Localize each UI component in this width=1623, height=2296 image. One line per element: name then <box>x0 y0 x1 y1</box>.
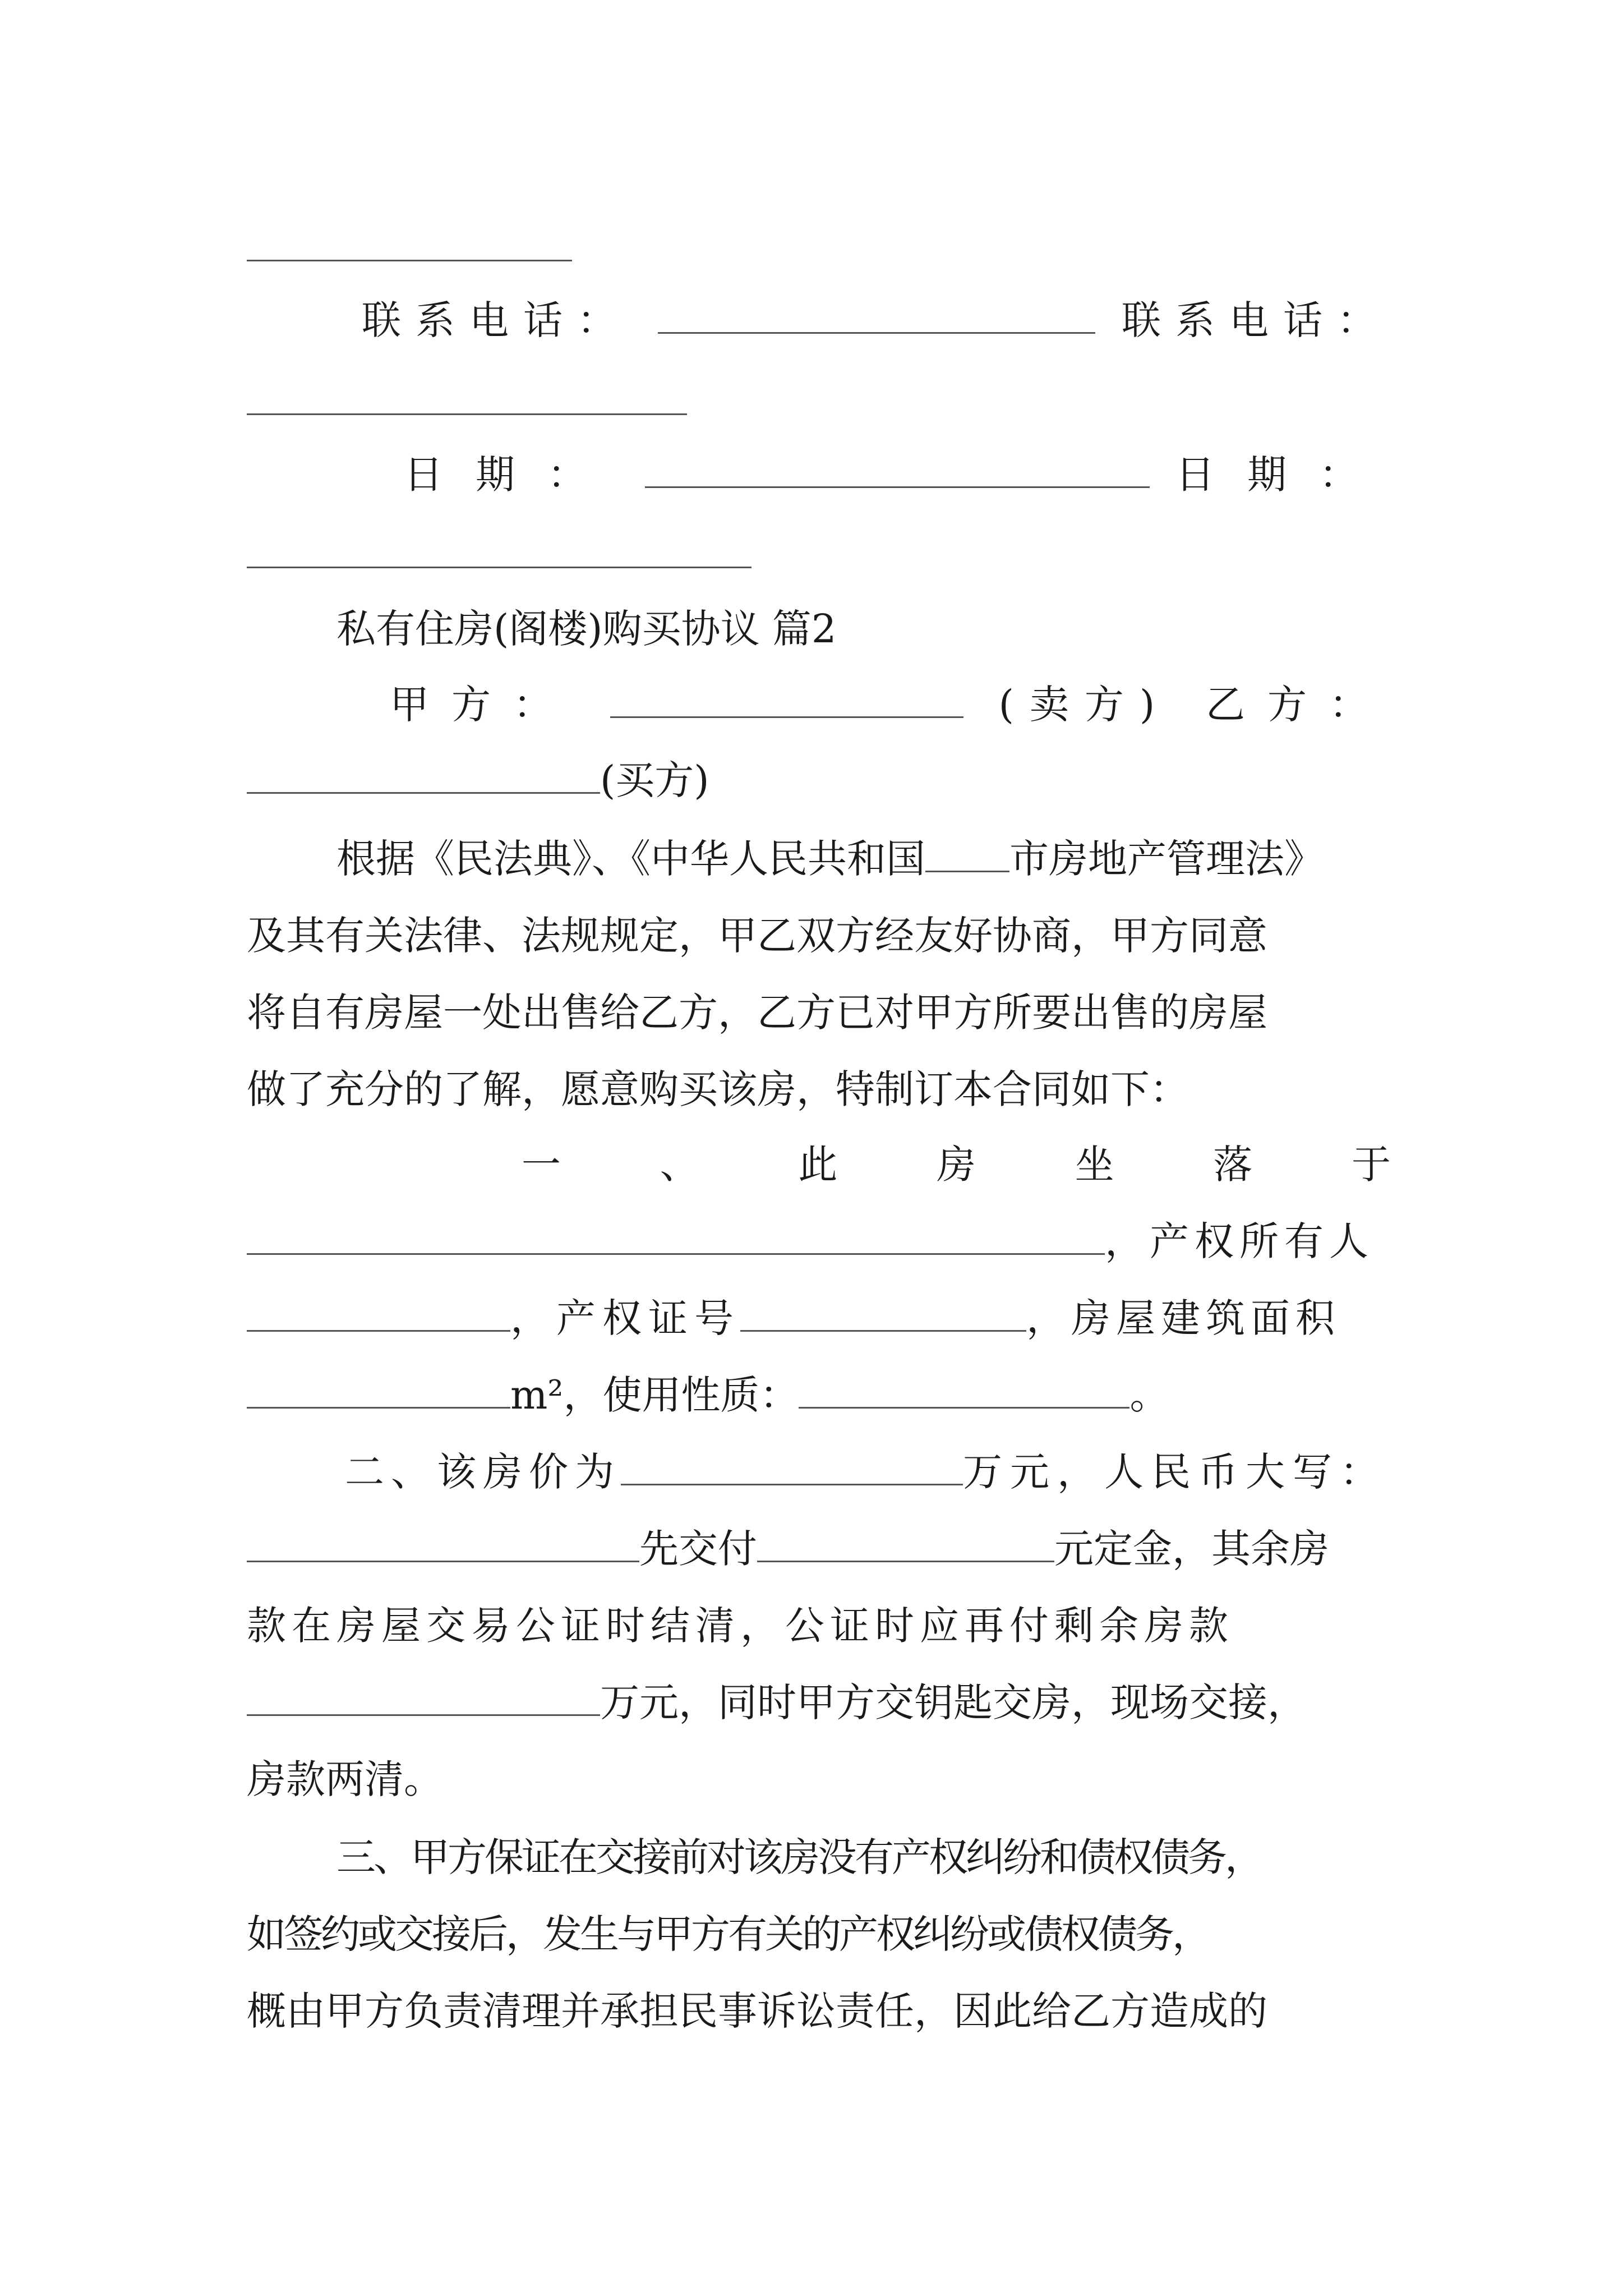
clause-2-deposit-row: 先交付 元定金，其余房 <box>247 1512 1391 1586</box>
contact-phone-row <box>247 283 1391 357</box>
intro-paragraph: 根据《民法典》、《中华人民共和国 市房地产管理法》 及其有关法律、法规规定，甲乙双方经友好协商，甲方同意 将自有房屋一处出售给乙方，乙方已对甲方所要出售的房屋 做了充分的了解，愿意购买该房，特制订本合同如下： <box>247 836 1324 1112</box>
area-unit-label: m²，使用性质： <box>510 1372 799 1418</box>
party-b-blank <box>247 757 600 794</box>
remaining-blank <box>247 1680 600 1716</box>
clause-1-cert-row <box>247 1281 1391 1355</box>
phone-label-party-b: 联系电话： <box>1122 297 1391 343</box>
party-a-blank <box>610 682 963 718</box>
parties-row <box>247 668 1391 742</box>
party-a-label: 甲方： <box>390 682 575 728</box>
phone-blank-party-b <box>247 413 687 415</box>
city-blank <box>925 836 1009 872</box>
section-title: 私有住房(阁楼)购买协议 篇2 <box>336 606 837 652</box>
date-label-party-a: 日期： <box>404 452 619 498</box>
location-blank <box>247 1218 1105 1255</box>
party-b-label: 乙方： <box>1205 682 1391 728</box>
date-label-party-b: 日期： <box>1175 452 1391 498</box>
phone-label-party-a: 联系电话： <box>362 297 631 343</box>
area-label: ，房屋建筑面积 <box>1026 1295 1340 1341</box>
area-blank <box>247 1372 510 1409</box>
usage-blank <box>799 1372 1129 1409</box>
clause-1-area-row: m²，使用性质： 。 <box>247 1358 1391 1432</box>
date-blank-party-b <box>247 567 751 568</box>
capital-blank <box>247 1526 639 1562</box>
phone-blank-party-a <box>658 297 1095 334</box>
price-label: 二、该房价为 <box>345 1449 621 1495</box>
cert-label: ，产权证号 <box>510 1295 740 1341</box>
clause-3-paragraph: 三、甲方保证在交接前对该房没有产权纠纷和债权债务， 如签约或交接后，发生与甲方有关的产权纠纷或债权债务， 概由甲方负责清理并承担民事诉讼责任，因此给乙方造成的 <box>247 1834 1267 2034</box>
clause-2-settle-row: 款在房屋交易公证时结清，公证时应再付剩余房款 <box>247 1603 1234 1649</box>
buyer-label: (买方) <box>600 757 709 803</box>
owner-blank <box>247 1295 510 1332</box>
cert-blank <box>740 1295 1026 1332</box>
clause-2-end-row: 房款两清。 <box>247 1756 443 1802</box>
date-row <box>247 438 1391 512</box>
clause-1-heading: 一 、 此 房 坐 落 于 <box>522 1142 1391 1188</box>
clause-1-location-row <box>247 1204 1391 1278</box>
price-blank <box>621 1449 963 1485</box>
signature-blank-line <box>247 260 572 261</box>
price-unit-label: 万元，人民币大写： <box>963 1449 1387 1495</box>
seller-label: (卖方) <box>998 682 1171 728</box>
clause-2-price-row <box>247 1435 1489 1509</box>
deposit-blank <box>757 1526 1054 1562</box>
buyer-row <box>247 743 1391 817</box>
clause-2-handover-row: 万元，同时甲方交钥匙交房，现场交接， <box>247 1665 1391 1740</box>
date-blank-party-a <box>645 452 1150 488</box>
owner-label: ，产权所有人 <box>1105 1218 1374 1264</box>
